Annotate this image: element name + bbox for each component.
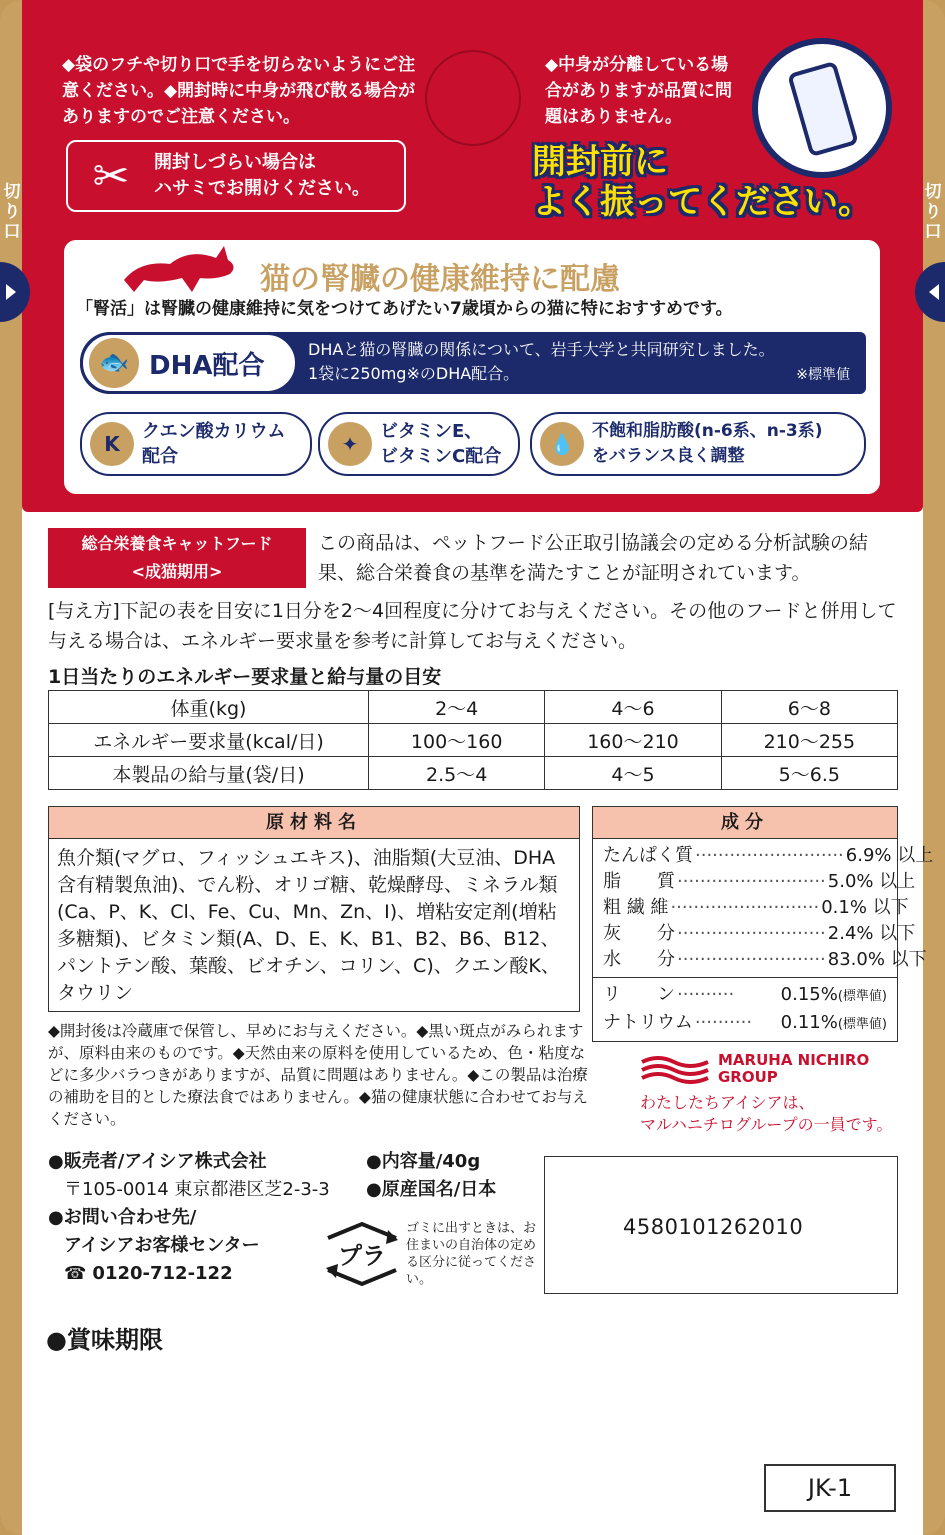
sparkle-icon: ✦: [328, 422, 372, 466]
warning-cut: ◆袋のフチや切り口で手を切らないようにご注意ください。◆開封時に中身が飛び散る場合がありますのでご注意ください。: [62, 55, 416, 127]
scissors-icon: ✂: [92, 150, 130, 202]
ingredients-box: [48, 806, 580, 1012]
dha-label: DHA配合: [149, 350, 265, 381]
freedial-icon: ☎: [64, 1263, 87, 1284]
shake-line1: 開封前に: [532, 142, 668, 182]
origin-label: ●原産国名/日本: [366, 1179, 497, 1200]
pill-potassium-line2: 配合: [142, 446, 178, 467]
lot-code: JK-1: [764, 1464, 896, 1512]
cat-silhouette: [120, 240, 240, 296]
pill-vitamin-line2: ビタミンC配合: [380, 446, 502, 467]
table-cell: 体重(kg): [49, 691, 369, 724]
table-cell: 6〜8: [721, 691, 897, 724]
composition-row: たんぱく質 ·························· 6.9% 以上: [603, 845, 934, 866]
pill-potassium-line1: クエン酸カリウム: [142, 421, 286, 442]
composition-row: 脂 質 ·························· 5.0% 以上: [603, 871, 916, 892]
logo-line2: GROUP: [718, 1068, 778, 1086]
energy-table: [48, 690, 898, 790]
scissors-line1: 開封しづらい場合は: [154, 152, 316, 173]
logo-line1: MARUHA NICHIRO: [718, 1051, 870, 1069]
pill-fatty-acid: [530, 412, 866, 476]
recycle-note: ゴミに出すときは、お住まいの自治体の定める区分に従ってください。: [406, 1221, 537, 1287]
content-label: ●内容量/40g: [366, 1151, 481, 1172]
group-text-line1: わたしたちアイシアは、: [640, 1093, 815, 1112]
ingredients-heading: 原材料名: [49, 807, 579, 839]
pill-vitamin: [318, 412, 520, 476]
barcode-box: [544, 1156, 898, 1294]
droplet-icon: 💧: [540, 422, 584, 466]
recycle-pla-icon: [318, 1218, 406, 1290]
pill-vitamin-line1: ビタミンE、: [380, 421, 483, 442]
arrow-left-icon: [929, 284, 939, 300]
table-cell: 本製品の給与量(袋/日): [49, 757, 369, 790]
table-row: [49, 724, 898, 757]
table-cell: 210〜255: [721, 724, 897, 757]
table-row: [49, 757, 898, 790]
warning-separation: ◆中身が分離している場合がありますが品質に問題はありません。: [545, 55, 732, 127]
cut-label-left: 切り口: [3, 182, 21, 242]
table-cell: 160〜210: [545, 724, 721, 757]
composition-heading: 成分: [593, 807, 897, 839]
tag-line2: <成猫期用>: [131, 562, 223, 581]
feeding-instructions: [与え方]下記の表を目安に1日分を2〜4回程度に分けてお与えください。その他のフードと併用して与える場合は、エネルギー要求量を参考に計算してお与えください。: [48, 600, 897, 652]
recycle-mark-text: プラ: [338, 1242, 386, 1270]
group-info: [640, 1052, 900, 1136]
potassium-icon: K: [90, 422, 134, 466]
contact-label: ●お問い合わせ先/: [48, 1207, 197, 1228]
expiry-label: ●賞味期限: [46, 1326, 163, 1354]
table-cell: 2〜4: [369, 691, 545, 724]
composition-row: ナトリウム ·········· 0.11%(標準値): [603, 1012, 887, 1033]
arrow-right-icon: [6, 284, 16, 300]
shake-line2: よく振ってください。: [532, 182, 872, 222]
fish-icon: 🐟: [89, 338, 139, 388]
composition-row: 水 分 ·························· 83.0% 以下: [603, 949, 927, 970]
table-row: [49, 691, 898, 724]
feature-panel: [64, 240, 880, 494]
feature-title: 猫の腎臓の健康維持に配慮: [260, 262, 620, 297]
table-cell: 5〜6.5: [721, 757, 897, 790]
feature-description: 「腎活」は腎臓の健康維持に気をつけてあげたい7歳頃からの猫に特におすすめです。: [76, 299, 733, 319]
dha-note: ※標準値: [796, 367, 850, 383]
certification-text: この商品は、ペットフード公正取引協議会の定める分析試験の結果、総合栄養食の基準を満たすことが証明されています。: [318, 532, 868, 584]
cut-label-right: 切り口: [924, 182, 942, 242]
pill-fatty-acid-line2: をバランス良く調整: [592, 446, 745, 466]
seller-address: 〒105-0014 東京都港区芝2-3-3: [64, 1179, 330, 1200]
contact-center: アイシアお客様センター: [64, 1235, 260, 1256]
seller-label: ●販売者/アイシア株式会社: [48, 1151, 267, 1172]
maruha-logo: [640, 1052, 900, 1086]
composition-box: [592, 806, 934, 1042]
composition-row: 粗 繊 維 ·························· 0.1% 以下: [603, 897, 909, 918]
pill-fatty-acid-line1: 不飽和脂肪酸(n-6系、n-3系): [592, 421, 823, 441]
table-cell: 4〜5: [545, 757, 721, 790]
table-cell: 100〜160: [369, 724, 545, 757]
ingredients-text: 魚介類(マグロ、フィッシュエキス)、油脂類(大豆油、DHA含有精製魚油)、でん粉、オリゴ糖、乾燥酵母、ミネラル類(Ca、P、K、Cl、Fe、Cu、Mn、Zn、I)、増粘安定剤(増粘多糖類)、ビタミン類(A、D、E、K、B1、B2、B6、B12、パントテン酸、葉酸、ビオチン、コリン、C)、クエン酸K、タウリン: [57, 847, 560, 1004]
composition-row: 灰 分 ·························· 2.4% 以下: [603, 923, 916, 944]
scissors-notice: [66, 140, 406, 212]
dha-bar: [80, 332, 866, 394]
product-type-tag: [48, 528, 306, 588]
table-cell: 2.5〜4: [369, 757, 545, 790]
composition-row: リ ン ·········· 0.15%(標準値): [603, 984, 887, 1005]
care-notes: ◆開封後は冷蔵庫で保管し、早めにお与えください。◆黒い斑点がみられますが、原料由来のものです。◆天然由来の原料を使用しているため、色・粘度などに多少バラつきがありますが、品質に問題はありません。◆この製品は治療の補助を目的とした療法食ではありません。◆猫の健康状態に合わせてお与えください。: [48, 1022, 588, 1128]
scissors-line2: ハサミでお開けください。: [154, 178, 370, 199]
energy-table-title: 1日当たりのエネルギー要求量と給与量の目安: [48, 666, 442, 688]
circle-mark: [425, 50, 521, 146]
dha-badge: [80, 332, 298, 394]
group-text-line2: マルハニチログループの一員です。: [640, 1115, 893, 1134]
dha-line2: 1袋に250mg※のDHA配合。: [308, 364, 520, 383]
phone-number: 0120-712-122: [92, 1263, 233, 1284]
shake-notice: [532, 142, 892, 222]
barcode-number: 4580101262010: [623, 1215, 804, 1239]
pill-potassium: [80, 412, 312, 476]
wave-logo-icon: [640, 1054, 710, 1084]
table-cell: エネルギー要求量(kcal/日): [49, 724, 369, 757]
table-cell: 4〜6: [545, 691, 721, 724]
tag-line1: 総合栄養食キャットフード: [81, 534, 273, 553]
dha-line1: DHAと猫の腎臓の関係について、岩手大学と共同研究しました。: [308, 340, 775, 359]
